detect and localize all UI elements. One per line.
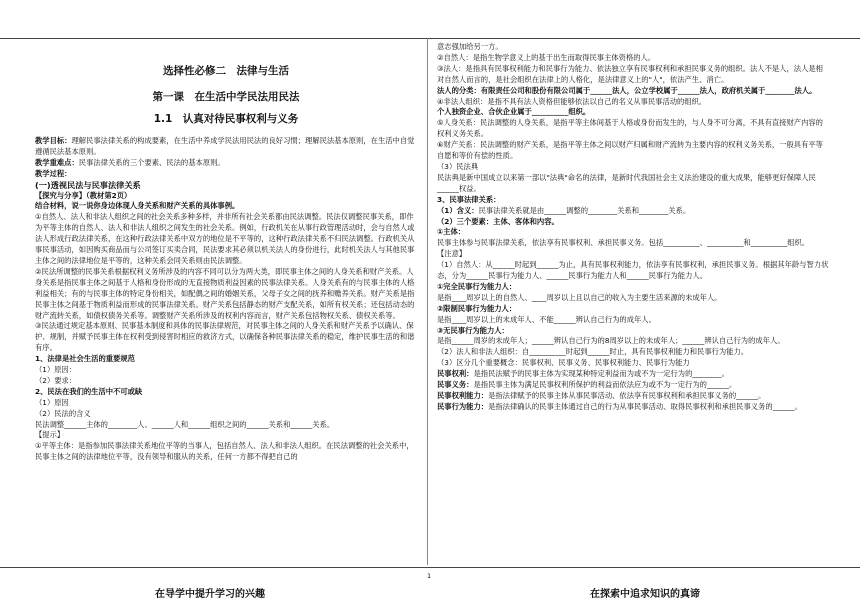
personal-relation-def: ⑤人身关系：民法调整的人身关系，是指平等主体间基于人格或身份而发生的，与人身不可分离，不具有直接财产内容的权利义务关系。: [437, 118, 823, 139]
heading-2a: （1）原因: [35, 397, 69, 407]
limited-capacity-heading: ②限制民事行为能力人：: [437, 303, 517, 313]
natural-person-def: ②自然人：是指生物学意义上的基于出生而取得民事主体资格的人。: [437, 52, 656, 62]
property-relation-def: ⑥财产关系：民法调整的财产关系，是指平等主体之间以财产归属和财产流转为主要内容的权利义务关系，一般具有平等自愿和等价有偿的性质。: [437, 140, 823, 161]
right-column: [437, 42, 829, 413]
full-capacity-heading: ①完全民事行为能力人：: [437, 281, 517, 291]
teaching-focus: 教学重难点：民事法律关系的三个要素、民法的基本原则。: [35, 157, 225, 167]
footer-right-slogan: 在探索中追求知识的真谛: [590, 589, 700, 600]
tip-equal-subject: ①平等主体：是指参加民事法律关系地位平等的当事人，包括自然人、法人和非法人组织。在民法调整的社会关系中，民事主体之间的法律地位平等，没有领导和服从的关系，任何一方都不得把自己的: [35, 441, 414, 462]
paragraph-1: ①自然人、法人和非法人组织之间的社会关系多种多样，并非所有社会关系都由民法调整。民法仅调整民事关系，即作为平等主体的自然人、法人和非法人组织之间发生的社会关系。例如，行政机关在从事行政管理活动时，会与自然人或法人形成行政法律关系，在这种行政法律关系中双方的地位是不平等的，这种行政法律关系不归民法调整。行政机关从事民事活动，如因购买商品而与公司签订买卖合同，民法要求其必须以机关法人的身份进行，此时机关法人与其他民事主体之间的法律地位是平等的，这种关系会同关系则由民法调整。: [35, 212, 415, 265]
heading-2: 2、民法在我们的生活中不可或缺: [35, 386, 143, 396]
lesson-title: 第一课 在生活中学民法用民法: [152, 91, 300, 103]
explore-heading: 【探究与分享】（教材第2页）: [35, 190, 132, 200]
column-divider: [427, 38, 428, 565]
paragraph-3: ③民法通过规定基本原则、民事基本制度和具体的民事法律规范，对民事主体之间的人身关系和财产关系予以确认、保护、规制，并赋予民事主体在权利受到侵害时相应的救济方式，以确保各种民事法律关系的稳定，维护民事生活的和谐有序。: [35, 321, 415, 353]
three-elements: （2）三个要素：主体、客体和内容。: [437, 216, 559, 226]
heading-1: 1、法律是社会生活的重要规范: [35, 354, 135, 364]
full-capacity-text: 是指____周岁以上的自然人、____周岁以上且以自己的收入为主要生活来源的未成年人。: [437, 292, 722, 302]
right-capacity-def: 民事权利能力：是指法律赋予的民事主体从事民事活动、依法享有民事权利和承担民事义务的______。: [437, 391, 766, 400]
part-heading: (一)透视民法与民事法律关系: [35, 179, 141, 190]
civil-law-definition: 民法调整______主体的________人、______人和______组织之间的______关系和______关系。: [35, 419, 335, 429]
unincorporated-org-example: 个人独资企业、合伙企业属于__________组织。: [437, 107, 591, 117]
org-capacity-text: （2）法人和非法人组织：自__________时起到______时止，具有民事权利能力和民事行为能力。: [437, 347, 749, 357]
heading-1b: （2）要求：: [35, 375, 77, 385]
continued-text: 意志强加给另一方。: [437, 42, 503, 51]
subject-heading: ①主体：: [437, 227, 466, 237]
civil-right-def: 民事权利：是指民法赋予的民事主体为实现某种特定利益而为或不为一定行为的________。: [437, 369, 729, 379]
meaning-line: （1）含义：民事法律关系就是由______调整的________关系和________关系。: [437, 205, 691, 215]
civil-code-heading: （3）民法典: [437, 161, 479, 171]
act-capacity-def: 民事行为能力：是指法律确认的民事主体通过自己的行为从事民事活动、取得民事权利和承担民事义务的______。: [437, 401, 802, 411]
civil-code-text: 民法典是新中国成立以来第一部以"法典"命名的法律，是新时代我国社会主义法治建设的重大成果，能够更好保障人民______权益。: [437, 172, 816, 193]
page-number: 1: [427, 572, 432, 580]
unincorporated-org-def: ④非法人组织：是指不具有法人资格但能够依法以自己的名义从事民事活动的组织。: [437, 96, 707, 106]
book-title: 选择性必修二 法律与生活: [163, 65, 289, 77]
concepts-heading: （3）区分几个重要概念：民事权利、民事义务、民事权利能力、民事行为能力: [437, 358, 690, 368]
top-rule: [0, 38, 860, 39]
heading-2b: （2）民法的含义: [35, 408, 91, 418]
limited-capacity-text: 是指____周岁以上的未成年人、不能______辨认自己行为的成年人。: [437, 314, 656, 324]
paragraph-2: ②民法所调整的民事关系根据权利义务所涉及的内容不同可以分为两大类，即民事主体之间的人身关系和财产关系。人身关系是指民事主体之间基于人格和身份形成的无直接物质利益因素的民事法律关系。人身关系有的与民事主体的人格利益相关；有的与民事主体的特定身份相关，如配偶之间的婚姻关系，父母子女之间的抚养和赡养关系。财产关系是指民事主体之间基于物质利益而形成的民事法律关系。财产关系包括静态的财产支配关系，如所有权关系；还包括动态的财产流转关系，如债权债务关系等。调整财产关系所涉及的权利内容而言，财产关系包括物权关系、债权关系等。: [35, 266, 415, 320]
natural-person-note: （1）自然人：从______时起到______为止，具有民事权利能力，依法享有民事权利，承担民事义务。根据其年龄与智力状态，分为______民事行为能力人、______民事行为能力人和______民事行为能力人。: [437, 260, 829, 281]
subject-text: 民事主体参与民事法律关系，依法享有民事权利、承担民事义务。包括__________、__________和__________组织。: [437, 238, 810, 248]
legal-person-def: ③法人：是指具有民事权利能力和民事行为能力、依法独立享有民事权利和承担民事义务的组织。法人不是人，法人是相对自然人而言的，是社会组织在法律上的人格化，是法律意义上的"人"，依法产生、消亡。: [437, 63, 823, 84]
note-heading: 【注意】: [437, 249, 467, 259]
teaching-goal: 教学目标：理解民事法律关系的构成要素，在生活中养成学民法用民法的良好习惯；理解民法基本原则，在生活中自觉遵循民法基本原则。: [35, 136, 415, 156]
no-capacity-text: 是指______周岁的未成年人；______辨认自己行为的8周岁以上的未成年人；______辨认自己行为的成年人。: [437, 336, 785, 346]
explore-question: 结合材料，说一说你身边体现人身关系和财产关系的具体事例。: [35, 201, 240, 211]
heading-1a: （1）原因：: [35, 365, 77, 375]
tip-heading: 【提示】: [35, 430, 65, 440]
no-capacity-heading: ③无民事行为能力人：: [437, 325, 509, 335]
section-title: 1.1 认真对待民事权利与义务: [153, 113, 299, 125]
civil-duty-def: 民事义务：是指民事主体为满足民事权利所保护的利益而依法应为或不为一定行为的______。: [437, 380, 737, 390]
left-column: [35, 42, 417, 463]
legal-person-types: 法人的分类：有限责任公司和股份有限公司属于______法人，公立学校属于______法人，政府机关属于________法人。: [437, 85, 817, 95]
bottom-rule: [0, 567, 860, 568]
footer-left-slogan: 在导学中提升学习的兴趣: [155, 589, 265, 600]
heading-3: 3、民事法律关系：: [437, 194, 501, 204]
process-label: 教学过程：: [35, 168, 72, 178]
